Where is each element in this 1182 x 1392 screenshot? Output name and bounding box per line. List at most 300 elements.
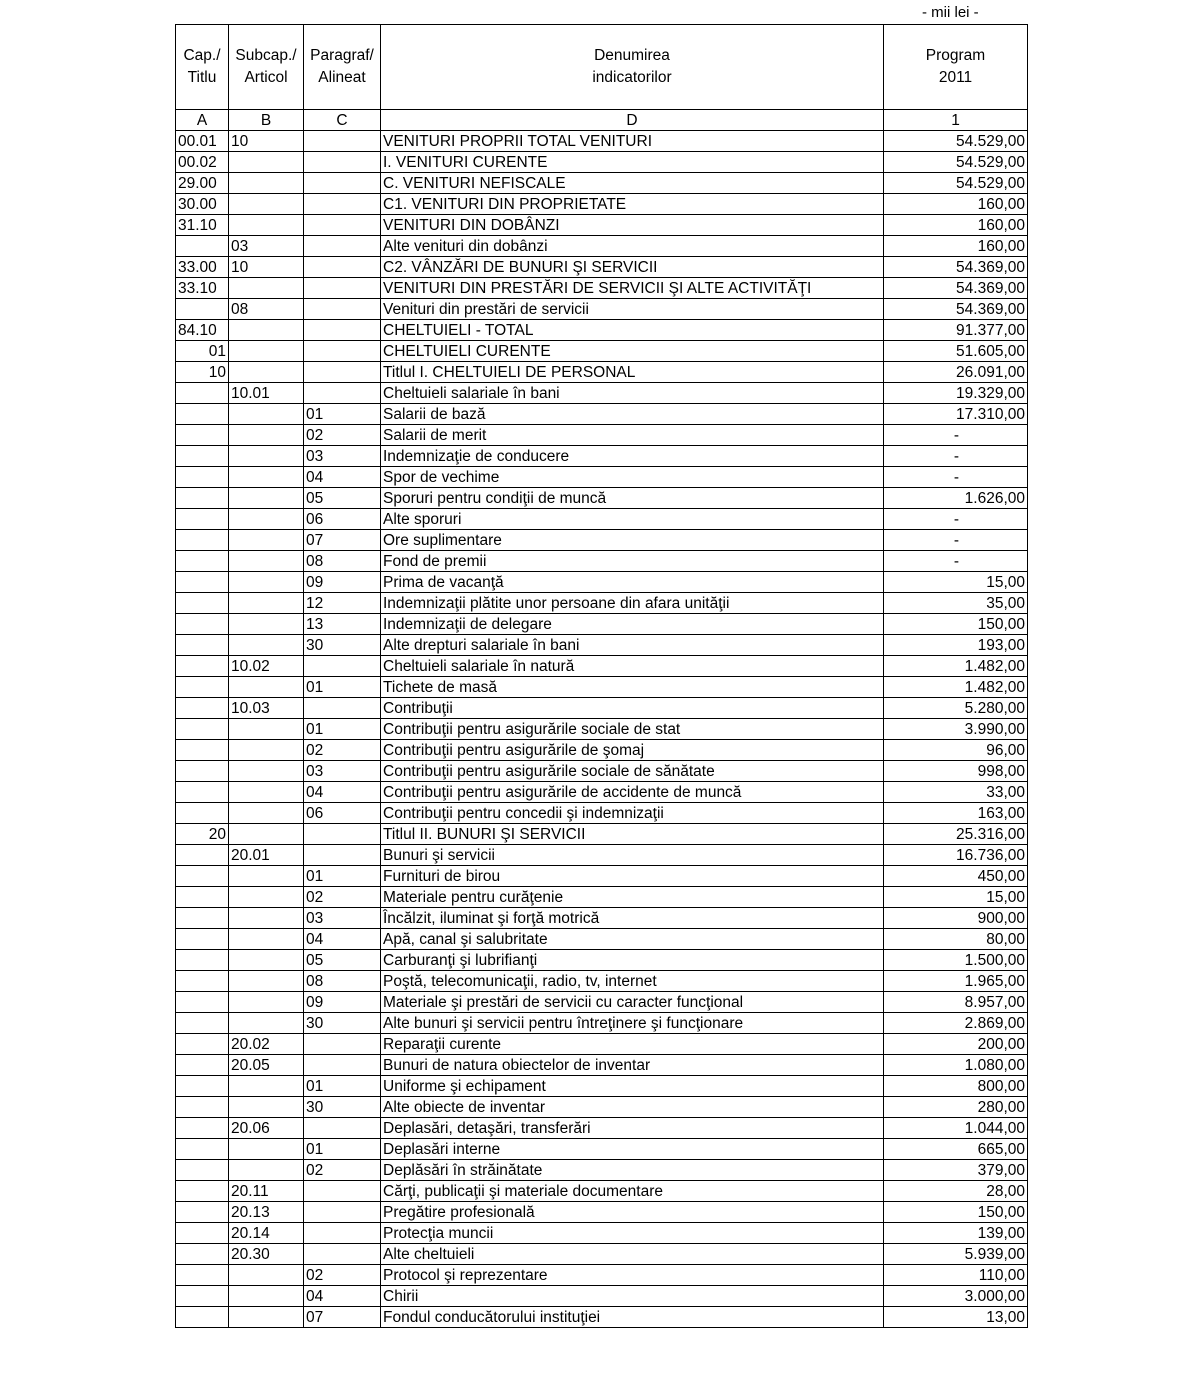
cell-subcap-articol: 10.02 [229, 656, 304, 677]
table-row [176, 1286, 1028, 1307]
header-program-line1: Program [925, 47, 986, 64]
cell-subcap-articol: 20.30 [229, 1244, 304, 1265]
table-row [176, 929, 1028, 950]
cell-denumire: Apă, canal şi salubritate [381, 929, 884, 950]
cell-paragraf-alineat: 30 [304, 1013, 381, 1034]
cell-denumire: Alte sporuri [381, 509, 884, 530]
table-row [176, 635, 1028, 656]
cell-denumire: Contribuţii pentru asigurările sociale de sănătate [381, 761, 884, 782]
cell-paragraf-alineat: 06 [304, 803, 381, 824]
cell-subcap-articol [229, 551, 304, 572]
cell-program-value: 800,00 [884, 1076, 1028, 1097]
cell-cap-titlu [176, 950, 229, 971]
cell-denumire: Alte obiecte de inventar [381, 1097, 884, 1118]
cell-denumire: Salarii de merit [381, 425, 884, 446]
cell-subcap-articol [229, 173, 304, 194]
cell-cap-titlu [176, 572, 229, 593]
table-row [176, 719, 1028, 740]
cell-denumire: Alte bunuri şi servicii pentru întreţinere şi funcţionare [381, 1013, 884, 1034]
cell-denumire: Contribuţii pentru asigurările de şomaj [381, 740, 884, 761]
cell-subcap-articol: 03 [229, 236, 304, 257]
cell-cap-titlu [176, 635, 229, 656]
table-row [176, 866, 1028, 887]
cell-cap-titlu [176, 1097, 229, 1118]
table-row [176, 908, 1028, 929]
cell-program-value: 1.482,00 [884, 677, 1028, 698]
table-row [176, 551, 1028, 572]
cell-cap-titlu [176, 530, 229, 551]
table-row [176, 152, 1028, 173]
cell-paragraf-alineat [304, 698, 381, 719]
cell-cap-titlu [176, 299, 229, 320]
cell-program-value: 160,00 [884, 215, 1028, 236]
table-row [176, 1202, 1028, 1223]
header-denumirea-line1: Denumirea [594, 47, 670, 64]
cell-subcap-articol [229, 404, 304, 425]
cell-paragraf-alineat: 08 [304, 971, 381, 992]
cell-subcap-articol [229, 614, 304, 635]
cell-denumire: C1. VENITURI DIN PROPRIETATE [381, 194, 884, 215]
table-row [176, 1076, 1028, 1097]
cell-subcap-articol [229, 320, 304, 341]
cell-paragraf-alineat [304, 383, 381, 404]
cell-paragraf-alineat: 12 [304, 593, 381, 614]
table-row [176, 740, 1028, 761]
table-row [176, 1139, 1028, 1160]
cell-denumire: Bunuri şi servicii [381, 845, 884, 866]
cell-denumire: Sporuri pentru condiţii de muncă [381, 488, 884, 509]
table-row [176, 488, 1028, 509]
cell-denumire: Materiale pentru curăţenie [381, 887, 884, 908]
cell-subcap-articol: 20.01 [229, 845, 304, 866]
cell-denumire: Furnituri de birou [381, 866, 884, 887]
cell-paragraf-alineat [304, 131, 381, 152]
cell-subcap-articol [229, 152, 304, 173]
cell-subcap-articol [229, 215, 304, 236]
cell-denumire: Titlul II. BUNURI ŞI SERVICII [381, 824, 884, 845]
cell-cap-titlu [176, 929, 229, 950]
cell-cap-titlu [176, 1286, 229, 1307]
cell-subcap-articol: 10 [229, 131, 304, 152]
cell-paragraf-alineat: 03 [304, 446, 381, 467]
cell-paragraf-alineat: 01 [304, 1139, 381, 1160]
cell-program-value: - [884, 467, 1028, 488]
cell-cap-titlu: 00.02 [176, 152, 229, 173]
cell-program-value: 193,00 [884, 635, 1028, 656]
cell-subcap-articol: 10 [229, 257, 304, 278]
cell-program-value: 16.736,00 [884, 845, 1028, 866]
cell-cap-titlu [176, 698, 229, 719]
cell-program-value: 280,00 [884, 1097, 1028, 1118]
cell-program-value: 91.377,00 [884, 320, 1028, 341]
cell-paragraf-alineat [304, 1034, 381, 1055]
cell-subcap-articol [229, 362, 304, 383]
letter-1: 1 [884, 110, 1028, 131]
cell-program-value: 3.000,00 [884, 1286, 1028, 1307]
cell-paragraf-alineat: 30 [304, 635, 381, 656]
table-row [176, 803, 1028, 824]
cell-cap-titlu [176, 383, 229, 404]
cell-denumire: Fondul conducătorului instituţiei [381, 1307, 884, 1328]
table-row [176, 887, 1028, 908]
cell-paragraf-alineat: 08 [304, 551, 381, 572]
cell-subcap-articol: 10.01 [229, 383, 304, 404]
cell-cap-titlu: 33.10 [176, 278, 229, 299]
cell-denumire: Chirii [381, 1286, 884, 1307]
cell-denumire: Fond de premii [381, 551, 884, 572]
cell-subcap-articol [229, 908, 304, 929]
cell-program-value: 15,00 [884, 887, 1028, 908]
cell-paragraf-alineat: 05 [304, 488, 381, 509]
cell-cap-titlu: 20 [176, 824, 229, 845]
cell-cap-titlu [176, 761, 229, 782]
cell-program-value: 5.280,00 [884, 698, 1028, 719]
cell-program-value: 160,00 [884, 194, 1028, 215]
cell-subcap-articol [229, 929, 304, 950]
cell-subcap-articol [229, 740, 304, 761]
table-row [176, 173, 1028, 194]
cell-cap-titlu [176, 1034, 229, 1055]
cell-program-value: 3.990,00 [884, 719, 1028, 740]
cell-denumire: Contribuţii [381, 698, 884, 719]
cell-cap-titlu [176, 803, 229, 824]
header-subcap-line1: Subcap./ [235, 47, 297, 64]
cell-paragraf-alineat: 07 [304, 1307, 381, 1328]
cell-program-value: 150,00 [884, 614, 1028, 635]
cell-subcap-articol [229, 467, 304, 488]
cell-subcap-articol [229, 194, 304, 215]
cell-paragraf-alineat [304, 845, 381, 866]
cell-cap-titlu [176, 1139, 229, 1160]
cell-cap-titlu [176, 1013, 229, 1034]
cell-paragraf-alineat: 09 [304, 572, 381, 593]
cell-subcap-articol [229, 509, 304, 530]
cell-denumire: Cărţi, publicaţii şi materiale documentare [381, 1181, 884, 1202]
header-row [176, 25, 1028, 110]
cell-paragraf-alineat [304, 1181, 381, 1202]
cell-subcap-articol [229, 278, 304, 299]
table-row [176, 761, 1028, 782]
cell-program-value: 5.939,00 [884, 1244, 1028, 1265]
cell-denumire: Poştă, telecomunicaţii, radio, tv, internet [381, 971, 884, 992]
table-row [176, 1307, 1028, 1328]
table-row [176, 1055, 1028, 1076]
cell-cap-titlu: 00.01 [176, 131, 229, 152]
cell-paragraf-alineat: 09 [304, 992, 381, 1013]
letter-c: C [304, 110, 381, 131]
cell-cap-titlu [176, 992, 229, 1013]
cell-paragraf-alineat [304, 299, 381, 320]
cell-cap-titlu [176, 740, 229, 761]
cell-denumire: Indemnizaţii plătite unor persoane din afara unităţii [381, 593, 884, 614]
cell-program-value: 665,00 [884, 1139, 1028, 1160]
cell-subcap-articol [229, 1160, 304, 1181]
cell-denumire: Alte cheltuieli [381, 1244, 884, 1265]
cell-subcap-articol: 20.13 [229, 1202, 304, 1223]
cell-denumire: CHELTUIELI CURENTE [381, 341, 884, 362]
table-row [176, 824, 1028, 845]
cell-program-value: 1.044,00 [884, 1118, 1028, 1139]
cell-subcap-articol [229, 971, 304, 992]
table-row [176, 950, 1028, 971]
cell-subcap-articol [229, 677, 304, 698]
cell-paragraf-alineat: 13 [304, 614, 381, 635]
cell-paragraf-alineat: 01 [304, 1076, 381, 1097]
cell-paragraf-alineat: 04 [304, 929, 381, 950]
cell-paragraf-alineat [304, 1118, 381, 1139]
cell-cap-titlu [176, 1055, 229, 1076]
table-row [176, 404, 1028, 425]
cell-denumire: Spor de vechime [381, 467, 884, 488]
table-row [176, 509, 1028, 530]
table-row [176, 1013, 1028, 1034]
cell-cap-titlu [176, 467, 229, 488]
cell-paragraf-alineat [304, 341, 381, 362]
cell-paragraf-alineat [304, 236, 381, 257]
cell-cap-titlu [176, 1118, 229, 1139]
cell-program-value: 96,00 [884, 740, 1028, 761]
header-cap-titlu [176, 25, 229, 110]
cell-program-value: 80,00 [884, 929, 1028, 950]
cell-paragraf-alineat: 01 [304, 404, 381, 425]
cell-program-value: 139,00 [884, 1223, 1028, 1244]
cell-cap-titlu [176, 1265, 229, 1286]
header-paragraf-alineat [304, 25, 381, 110]
cell-subcap-articol [229, 1139, 304, 1160]
header-subcap-line2: Articol [244, 69, 288, 86]
cell-subcap-articol: 08 [229, 299, 304, 320]
cell-subcap-articol [229, 1013, 304, 1034]
cell-subcap-articol [229, 1307, 304, 1328]
cell-program-value: 160,00 [884, 236, 1028, 257]
table-row [176, 593, 1028, 614]
cell-program-value: 1.080,00 [884, 1055, 1028, 1076]
cell-cap-titlu [176, 1202, 229, 1223]
budget-table [175, 24, 1028, 1328]
cell-cap-titlu [176, 1307, 229, 1328]
table-row [176, 194, 1028, 215]
header-denumirea [381, 25, 884, 110]
cell-paragraf-alineat: 03 [304, 908, 381, 929]
table-row [176, 278, 1028, 299]
cell-program-value: - [884, 446, 1028, 467]
cell-cap-titlu [176, 887, 229, 908]
cell-paragraf-alineat [304, 656, 381, 677]
cell-cap-titlu: 29.00 [176, 173, 229, 194]
cell-cap-titlu [176, 719, 229, 740]
cell-denumire: VENITURI DIN PRESTĂRI DE SERVICII ŞI ALTE ACTIVITĂŢI [381, 278, 884, 299]
cell-cap-titlu [176, 1076, 229, 1097]
cell-paragraf-alineat: 02 [304, 425, 381, 446]
table-row [176, 236, 1028, 257]
table-row [176, 362, 1028, 383]
table-row [176, 1265, 1028, 1286]
cell-subcap-articol [229, 1076, 304, 1097]
cell-program-value: 1.965,00 [884, 971, 1028, 992]
cell-cap-titlu: 30.00 [176, 194, 229, 215]
cell-subcap-articol: 20.06 [229, 1118, 304, 1139]
column-letters-row [176, 110, 1028, 131]
cell-paragraf-alineat [304, 362, 381, 383]
table-row [176, 320, 1028, 341]
cell-subcap-articol [229, 572, 304, 593]
cell-program-value: 17.310,00 [884, 404, 1028, 425]
cell-paragraf-alineat: 04 [304, 467, 381, 488]
table-row [176, 1160, 1028, 1181]
cell-denumire: Deplăsări în străinătate [381, 1160, 884, 1181]
unit-label: - mii lei - [922, 4, 979, 21]
cell-denumire: Bunuri de natura obiectelor de inventar [381, 1055, 884, 1076]
cell-denumire: Prima de vacanţă [381, 572, 884, 593]
table-row [176, 992, 1028, 1013]
cell-cap-titlu [176, 677, 229, 698]
table-row [176, 971, 1028, 992]
cell-subcap-articol [229, 887, 304, 908]
cell-subcap-articol [229, 803, 304, 824]
cell-paragraf-alineat: 05 [304, 950, 381, 971]
cell-denumire: Pregătire profesională [381, 1202, 884, 1223]
table-row [176, 1223, 1028, 1244]
cell-subcap-articol [229, 635, 304, 656]
cell-cap-titlu [176, 971, 229, 992]
cell-denumire: I. VENITURI CURENTE [381, 152, 884, 173]
cell-subcap-articol [229, 824, 304, 845]
cell-denumire: VENITURI DIN DOBÂNZI [381, 215, 884, 236]
cell-program-value: 54.369,00 [884, 299, 1028, 320]
cell-program-value: - [884, 509, 1028, 530]
cell-subcap-articol [229, 530, 304, 551]
cell-paragraf-alineat: 02 [304, 887, 381, 908]
cell-cap-titlu [176, 236, 229, 257]
cell-cap-titlu [176, 446, 229, 467]
cell-denumire: Reparaţii curente [381, 1034, 884, 1055]
cell-cap-titlu: 01 [176, 341, 229, 362]
cell-program-value: 163,00 [884, 803, 1028, 824]
table-row [176, 131, 1028, 152]
cell-denumire: C2. VÂNZĂRI DE BUNURI ŞI SERVICII [381, 257, 884, 278]
table-row [176, 383, 1028, 404]
cell-cap-titlu [176, 488, 229, 509]
cell-subcap-articol [229, 719, 304, 740]
table-row [176, 782, 1028, 803]
header-program-line2: 2011 [938, 69, 973, 86]
cell-paragraf-alineat: 02 [304, 740, 381, 761]
table-row [176, 467, 1028, 488]
cell-denumire: Contribuţii pentru asigurările de accidente de muncă [381, 782, 884, 803]
cell-subcap-articol [229, 761, 304, 782]
cell-paragraf-alineat: 04 [304, 1286, 381, 1307]
cell-cap-titlu [176, 1244, 229, 1265]
cell-subcap-articol: 10.03 [229, 698, 304, 719]
header-paragraf-line1: Paragraf/ [310, 47, 374, 64]
table-row [176, 1118, 1028, 1139]
table-row [176, 1097, 1028, 1118]
cell-subcap-articol [229, 782, 304, 803]
cell-program-value: 150,00 [884, 1202, 1028, 1223]
cell-subcap-articol [229, 1265, 304, 1286]
cell-subcap-articol [229, 488, 304, 509]
letter-a: A [176, 110, 229, 131]
cell-denumire: Alte venituri din dobânzi [381, 236, 884, 257]
cell-paragraf-alineat [304, 152, 381, 173]
cell-program-value: 26.091,00 [884, 362, 1028, 383]
cell-cap-titlu [176, 593, 229, 614]
header-cap-line1: Cap./ [183, 47, 221, 64]
cell-program-value: 54.369,00 [884, 278, 1028, 299]
cell-program-value: 28,00 [884, 1181, 1028, 1202]
letter-d: D [381, 110, 884, 131]
table-row [176, 446, 1028, 467]
cell-denumire: Protecţia muncii [381, 1223, 884, 1244]
header-denumirea-line2: indicatorilor [592, 69, 672, 86]
header-program [884, 25, 1028, 110]
cell-cap-titlu [176, 1160, 229, 1181]
cell-paragraf-alineat [304, 824, 381, 845]
cell-denumire: Titlul I. CHELTUIELI DE PERSONAL [381, 362, 884, 383]
cell-program-value: 1.626,00 [884, 488, 1028, 509]
cell-program-value: - [884, 530, 1028, 551]
cell-denumire: Carburanţi şi lubrifianţi [381, 950, 884, 971]
cell-cap-titlu [176, 845, 229, 866]
cell-paragraf-alineat [304, 257, 381, 278]
cell-denumire: Cheltuieli salariale în natură [381, 656, 884, 677]
table-row [176, 1181, 1028, 1202]
cell-paragraf-alineat: 07 [304, 530, 381, 551]
cell-denumire: Venituri din prestări de servicii [381, 299, 884, 320]
cell-program-value: 900,00 [884, 908, 1028, 929]
cell-program-value: 51.605,00 [884, 341, 1028, 362]
cell-paragraf-alineat: 03 [304, 761, 381, 782]
cell-subcap-articol: 20.14 [229, 1223, 304, 1244]
cell-cap-titlu [176, 425, 229, 446]
cell-subcap-articol: 20.11 [229, 1181, 304, 1202]
cell-denumire: Materiale şi prestări de servicii cu caracter funcţional [381, 992, 884, 1013]
cell-subcap-articol: 20.02 [229, 1034, 304, 1055]
cell-cap-titlu: 31.10 [176, 215, 229, 236]
table-row [176, 677, 1028, 698]
cell-program-value: 15,00 [884, 572, 1028, 593]
table-row [176, 698, 1028, 719]
cell-cap-titlu: 33.00 [176, 257, 229, 278]
cell-program-value: 379,00 [884, 1160, 1028, 1181]
cell-paragraf-alineat: 02 [304, 1265, 381, 1286]
cell-paragraf-alineat [304, 173, 381, 194]
cell-denumire: Tichete de masă [381, 677, 884, 698]
cell-program-value: 54.529,00 [884, 173, 1028, 194]
cell-cap-titlu [176, 614, 229, 635]
cell-subcap-articol [229, 593, 304, 614]
cell-paragraf-alineat: 04 [304, 782, 381, 803]
cell-subcap-articol [229, 1097, 304, 1118]
cell-program-value: 54.529,00 [884, 152, 1028, 173]
header-cap-line2: Titlu [187, 69, 217, 86]
table-row [176, 425, 1028, 446]
cell-paragraf-alineat: 01 [304, 866, 381, 887]
cell-subcap-articol [229, 446, 304, 467]
cell-denumire: C. VENITURI NEFISCALE [381, 173, 884, 194]
cell-denumire: Indemnizaţie de conducere [381, 446, 884, 467]
cell-cap-titlu [176, 782, 229, 803]
cell-cap-titlu [176, 1181, 229, 1202]
cell-subcap-articol [229, 992, 304, 1013]
cell-program-value: 998,00 [884, 761, 1028, 782]
cell-subcap-articol [229, 341, 304, 362]
cell-cap-titlu [176, 866, 229, 887]
cell-cap-titlu: 84.10 [176, 320, 229, 341]
cell-denumire: Contribuţii pentru asigurările sociale de stat [381, 719, 884, 740]
table-row [176, 299, 1028, 320]
cell-denumire: Protocol şi reprezentare [381, 1265, 884, 1286]
